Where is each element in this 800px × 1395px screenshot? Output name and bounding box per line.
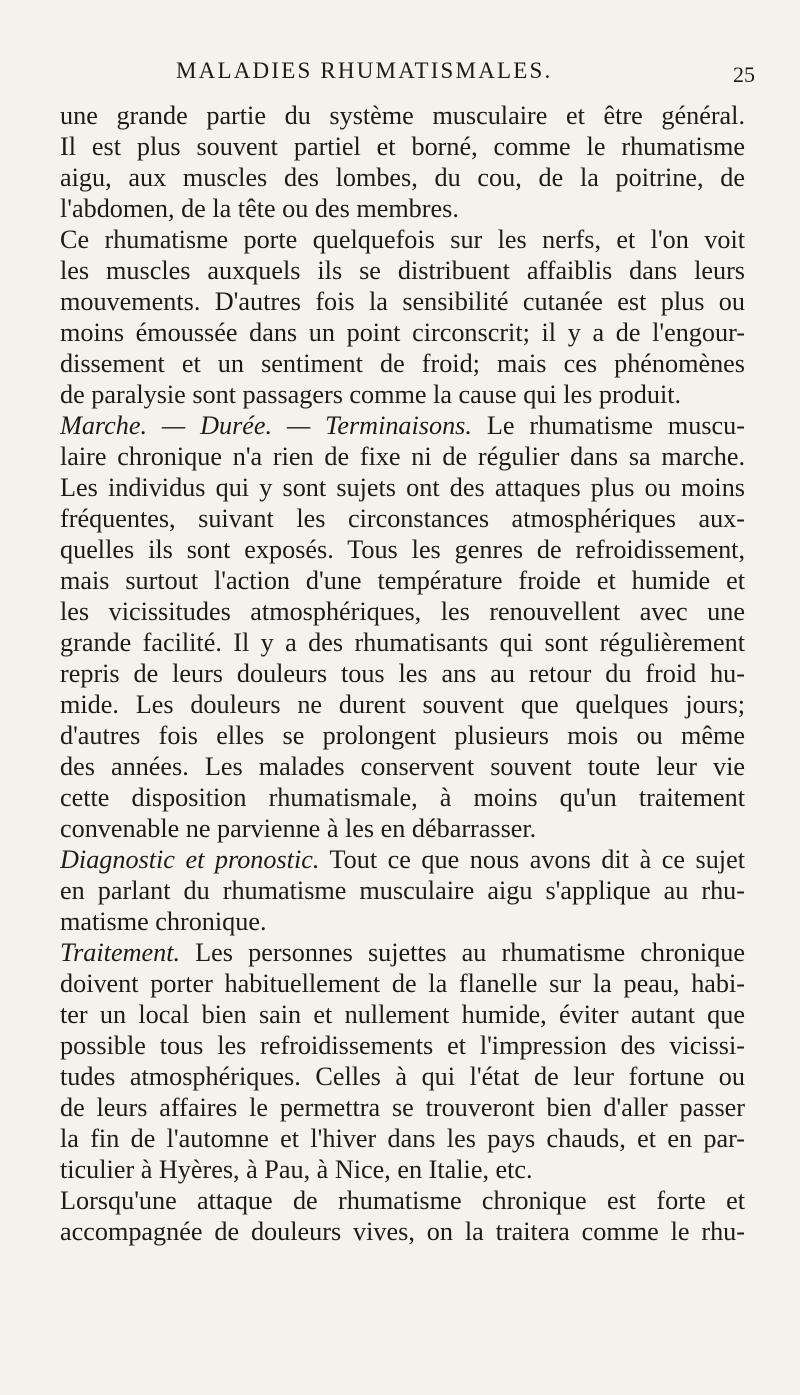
section-heading-label: Traitement. [60,938,181,967]
text-line: matisme chronique. [60,907,267,936]
text-line: d'autres fois elles se prolongent plusieurs mois ou même [60,721,745,750]
text-line: convenable ne parvienne à les en débarrasser. [60,814,537,843]
body-text [60,100,745,1247]
text-line: mide. Les douleurs ne durent souvent que quelques jours; [60,690,745,719]
section-heading-traitement [60,937,745,968]
text-line: les vicissitudes atmosphériques, les renouvellent avec une [60,597,745,626]
section-heading-label: Diagnostic et pronostic. [60,845,320,874]
section-heading-rest: Tout ce que nous avons dit à ce sujet [319,845,745,874]
section-heading-label: Marche. — Durée. — Terminaisons. [60,411,472,440]
text-line: ter un local bien sain et nullement humide, éviter autant que [60,1000,745,1029]
page-number: 25 [733,62,755,87]
text-line: mouvements. D'autres fois la sensibilité cutanée est plus ou [60,287,745,316]
text-line: fréquentes, suivant les circonstances atmosphériques aux- [60,504,745,533]
text-line: grande facilité. Il y a des rhumatisants qui sont régulièrement [60,628,745,657]
running-head [0,58,800,88]
text-line: aigu, aux muscles des lombes, du cou, de la poitrine, de [60,163,745,192]
text-line: Ce rhumatisme porte quelquefois sur les nerfs, et l'on voit [60,225,745,254]
text-line: de paralysie sont passagers comme la cause qui les produit. [60,380,682,409]
text-line: mais surtout l'action d'une température froide et humide et [60,566,745,595]
text-line: cette disposition rhumatismale, à moins qu'un traitement [60,783,745,812]
text-line: Les individus qui y sont sujets ont des attaques plus ou moins [60,473,745,502]
text-line: moins émoussée dans un point circonscrit; il y a de l'engour- [60,318,745,347]
section-heading-rest: Le rhumatisme muscu- [471,411,745,440]
text-line: des années. Les malades conservent souvent toute leur vie [60,752,745,781]
text-line: la fin de l'automne et l'hiver dans les pays chauds, et en par- [60,1124,745,1153]
text-line: accompagnée de douleurs vives, on la traitera comme le rhu- [60,1217,745,1246]
section-heading-diagnostic [60,844,745,875]
text-line: quelles ils sont exposés. Tous les genres de refroidissement, [60,535,745,564]
text-line: l'abdomen, de la tête ou des membres. [60,194,459,223]
text-line: ticulier à Hyères, à Pau, à Nice, en Italie, etc. [60,1155,533,1184]
text-line: possible tous les refroidissements et l'impression des vicissi- [60,1031,745,1060]
text-line: laire chronique n'a rien de fixe ni de régulier dans sa marche. [60,442,745,471]
text-line: Lorsqu'une attaque de rhumatisme chronique est forte et [60,1186,745,1215]
text-line: repris de leurs douleurs tous les ans au retour du froid hu- [60,659,745,688]
text-line: une grande partie du système musculaire et être général. [60,101,745,130]
text-line: tudes atmosphériques. Celles à qui l'état de leur fortune ou [60,1062,745,1091]
text-line: de leurs affaires le permettra se trouveront bien d'aller passer [60,1093,745,1122]
running-title: MALADIES RHUMATISMALES. [176,58,553,83]
section-heading-marche [60,410,745,441]
section-heading-rest: Les personnes sujettes au rhumatisme chronique [180,938,745,967]
text-line: en parlant du rhumatisme musculaire aigu s'applique au rhu- [60,876,745,905]
text-line: dissement et un sentiment de froid; mais ces phénomènes [60,349,745,378]
text-line: Il est plus souvent partiel et borné, comme le rhumatisme [60,132,745,161]
text-line: les muscles auxquels ils se distribuent affaiblis dans leurs [60,256,745,285]
text-line: doivent porter habituellement de la flanelle sur la peau, habi- [60,969,745,998]
